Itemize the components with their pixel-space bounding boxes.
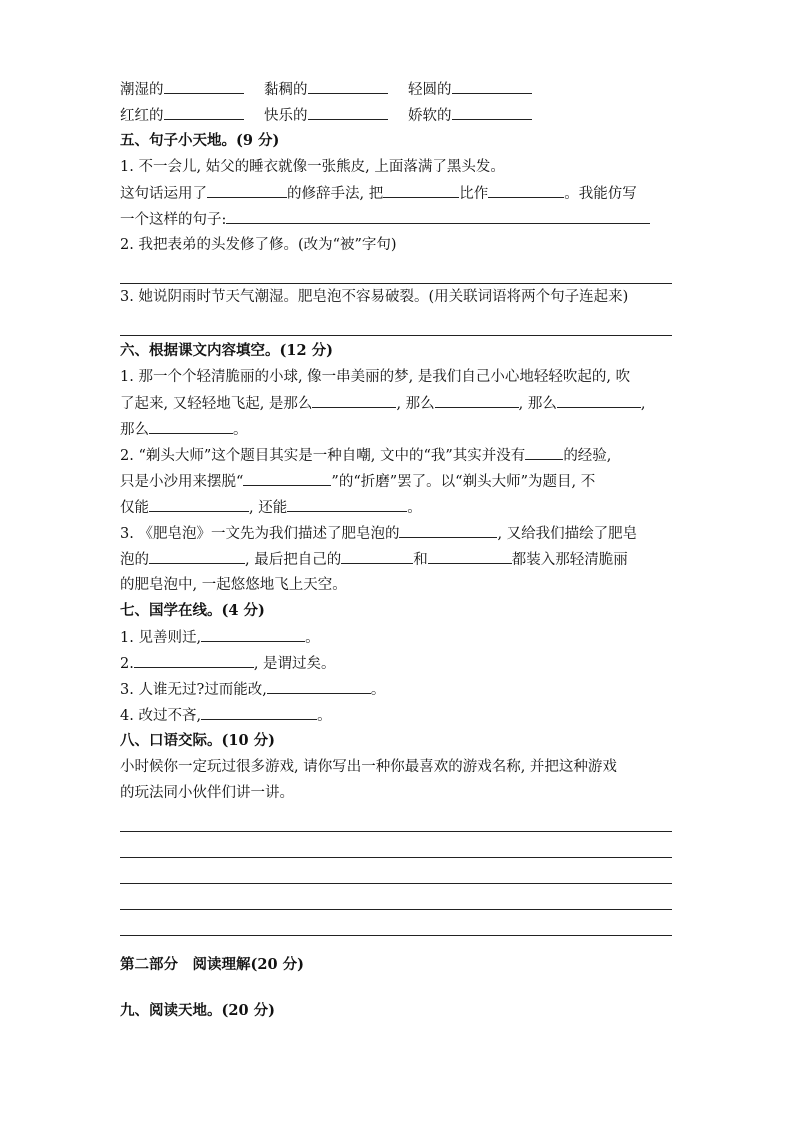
- answer-blank[interactable]: [164, 76, 244, 94]
- answer-blank[interactable]: [308, 76, 388, 94]
- section-title: 五、句子小天地。(9 分): [120, 132, 280, 149]
- question-line: 只是小沙用来摆脱“ ”的“折磨”罢了。以“剃头大师”为题目, 不: [120, 468, 676, 494]
- vocab-word: 黏稠的: [264, 82, 308, 98]
- prompt-text: 的玩法同小伙伴们讲一讲。: [120, 785, 294, 801]
- answer-blank[interactable]: [452, 102, 532, 120]
- worksheet-page: [120, 76, 676, 1024]
- question-text: 1. 那一个个轻清脆丽的小球, 像一串美丽的梦, 是我们自己小心地轻轻吹起的, 吹: [120, 369, 631, 385]
- question-line: 那么 。: [120, 416, 676, 442]
- answer-blank[interactable]: [428, 546, 512, 564]
- answer-blank[interactable]: [341, 546, 413, 564]
- question-line: 4. 改过不吝, 。: [120, 702, 676, 728]
- question-line: 了起来, 又轻轻地飞起, 是那么 , 那么 , 那么 ,: [120, 390, 676, 416]
- answer-blank[interactable]: [557, 390, 641, 408]
- answer-blank[interactable]: [201, 702, 317, 720]
- vocab-word: 轻圆的: [408, 82, 452, 98]
- question-line: 1. 见善则迁, 。: [120, 624, 676, 650]
- prompt-text: 小时候你一定玩过很多游戏, 请你写出一种你最喜欢的游戏名称, 并把这种游戏: [120, 759, 617, 775]
- section-title: 八、口语交际。(10 分): [120, 732, 275, 749]
- answer-blank[interactable]: [226, 206, 650, 224]
- question-line: 2. “剃头大师”这个题目其实是一种自嘲, 文中的“我”其实并没有 的经验,: [120, 442, 676, 468]
- question-line: 2. , 是谓过矣。: [120, 650, 676, 676]
- question-line: 仅能 , 还能 。: [120, 494, 676, 520]
- vocab-word: 红红的: [120, 108, 164, 124]
- vocab-word: 潮湿的: [120, 82, 164, 98]
- answer-line[interactable]: [120, 884, 672, 910]
- answer-blank[interactable]: [435, 390, 519, 408]
- answer-blank[interactable]: [201, 624, 305, 642]
- answer-blank[interactable]: [267, 676, 371, 694]
- vocab-row: [120, 102, 676, 128]
- question-line: 3. 《肥皂泡》一文先为我们描述了肥皂泡的 , 又给我们描绘了肥皂: [120, 520, 676, 546]
- answer-line[interactable]: [120, 310, 672, 336]
- question-line: 这句话运用了 的修辞手法, 把 比作 。我能仿写: [120, 180, 676, 206]
- answer-blank[interactable]: [149, 416, 233, 434]
- answer-blank[interactable]: [134, 650, 254, 668]
- answer-blank[interactable]: [308, 102, 388, 120]
- answer-blank[interactable]: [149, 546, 245, 564]
- part-title: 第二部分 阅读理解(20 分): [120, 956, 304, 973]
- answer-line[interactable]: [120, 858, 672, 884]
- vocab-row: [120, 76, 676, 102]
- vocab-word: 快乐的: [264, 108, 308, 124]
- answer-blank[interactable]: [488, 180, 564, 198]
- question-line: 泡的 , 最后把自己的 和 都装入那轻清脆丽: [120, 546, 676, 572]
- answer-line[interactable]: [120, 910, 672, 936]
- question-text: 的肥皂泡中, 一起悠悠地飞上天空。: [120, 577, 347, 593]
- answer-blank[interactable]: [383, 180, 459, 198]
- question-text: 1. 不一会儿, 姑父的睡衣就像一张熊皮, 上面落满了黑头发。: [120, 159, 505, 175]
- answer-blank[interactable]: [164, 102, 244, 120]
- answer-blank[interactable]: [399, 520, 497, 538]
- vocab-word: 娇软的: [408, 108, 452, 124]
- answer-blank[interactable]: [243, 468, 331, 486]
- answer-blank[interactable]: [149, 494, 249, 512]
- answer-blank[interactable]: [525, 442, 563, 460]
- question-line: 一个这样的句子:: [120, 206, 676, 232]
- answer-line[interactable]: [120, 806, 672, 832]
- section-title: 六、根据课文内容填空。(12 分): [120, 342, 333, 359]
- question-text: 2. 我把表弟的头发修了修。(改为“被”字句): [120, 237, 397, 253]
- answer-blank[interactable]: [207, 180, 287, 198]
- question-line: 3. 人谁无过?过而能改, 。: [120, 676, 676, 702]
- answer-blank[interactable]: [312, 390, 396, 408]
- answer-blank[interactable]: [287, 494, 407, 512]
- section-title: 七、国学在线。(4 分): [120, 602, 265, 619]
- answer-line[interactable]: [120, 832, 672, 858]
- answer-line[interactable]: [120, 258, 672, 284]
- section-title: 九、阅读天地。(20 分): [120, 1002, 275, 1019]
- answer-blank[interactable]: [452, 76, 532, 94]
- question-text: 3. 她说阴雨时节天气潮湿。肥皂泡不容易破裂。(用关联词语将两个句子连起来): [120, 289, 629, 305]
